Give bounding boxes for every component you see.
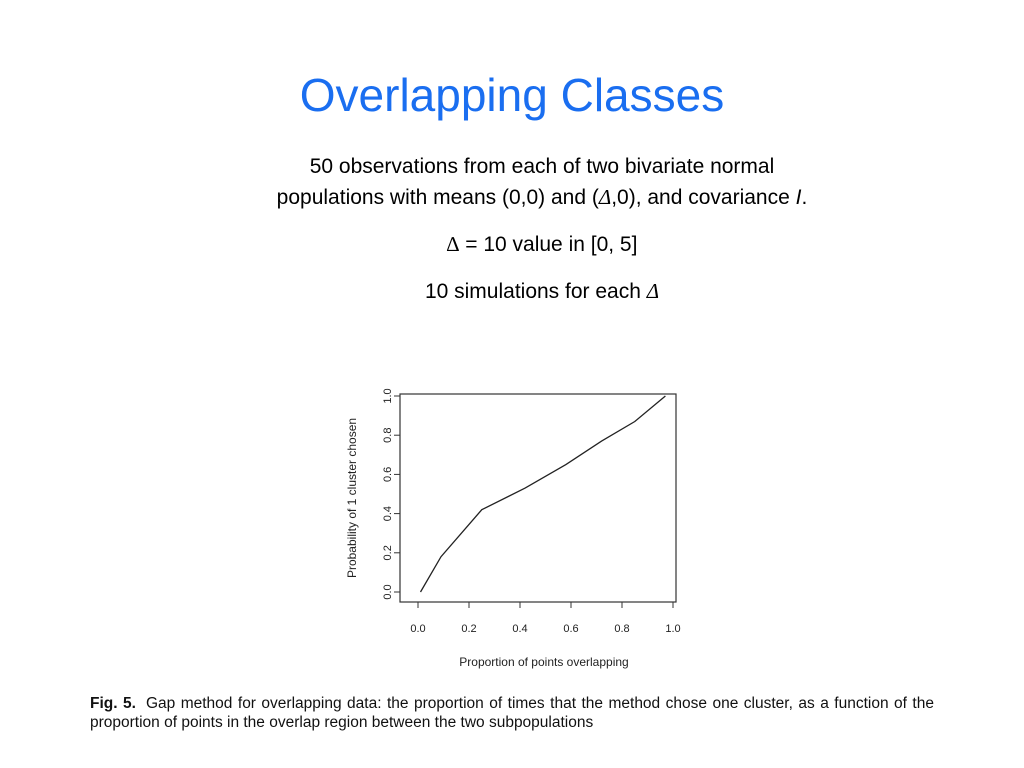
line-chart: [330, 380, 700, 680]
chart-figure: [330, 380, 700, 680]
delta-symbol: ∆: [446, 232, 460, 256]
x-axis: [410, 602, 680, 635]
series-line: [421, 396, 666, 592]
delta-range-text: = 10 value in [0, 5]: [459, 233, 638, 256]
y-tick-label: 0.2: [382, 545, 394, 561]
identity-symbol: I: [795, 186, 802, 209]
description-line-1: 50 observations from each of two bivariate normal: [309, 155, 775, 178]
simulations-text: 10 simulations for each: [424, 280, 647, 303]
x-tick-label: 0.2: [461, 623, 477, 635]
x-tick-label: 0.0: [410, 623, 426, 635]
plot-frame: [400, 394, 676, 602]
covariance-text: ,0), and covariance: [611, 186, 796, 209]
delta-symbol: Δ: [598, 185, 612, 209]
period-text: .: [801, 186, 808, 209]
x-tick-label: 0.4: [512, 623, 528, 635]
y-tick-label: 0.0: [382, 584, 394, 600]
x-tick-label: 0.6: [563, 623, 579, 635]
delta-symbol: Δ: [646, 279, 660, 303]
means-text: populations with means (0,0) and (: [276, 186, 599, 209]
x-tick-label: 0.8: [614, 623, 630, 635]
y-tick-label: 0.8: [382, 427, 394, 443]
delta-range-line: [160, 229, 924, 260]
caption-text: Gap method for overlapping data: the proportion of times that the method chose one cluster, as a function of the proportion of points in the overlap region between the two subpopulations: [90, 695, 934, 731]
y-axis: [382, 388, 400, 599]
description-line-2: [160, 182, 924, 213]
x-tick-label: 1.0: [665, 623, 681, 635]
series-group: [421, 396, 666, 592]
simulations-line: [160, 276, 924, 307]
y-tick-label: 0.4: [382, 505, 394, 522]
description-paragraph: [160, 152, 924, 213]
x-axis-label: Proportion of points overlapping: [459, 655, 629, 669]
slide-title: Overlapping Classes: [299, 69, 725, 121]
y-tick-label: 0.6: [382, 466, 394, 483]
y-axis-label: Probability of 1 cluster chosen: [345, 417, 359, 579]
y-tick-label: 1.0: [382, 388, 394, 404]
figure-caption: [90, 694, 934, 732]
figure-label: Fig. 5.: [90, 695, 136, 712]
